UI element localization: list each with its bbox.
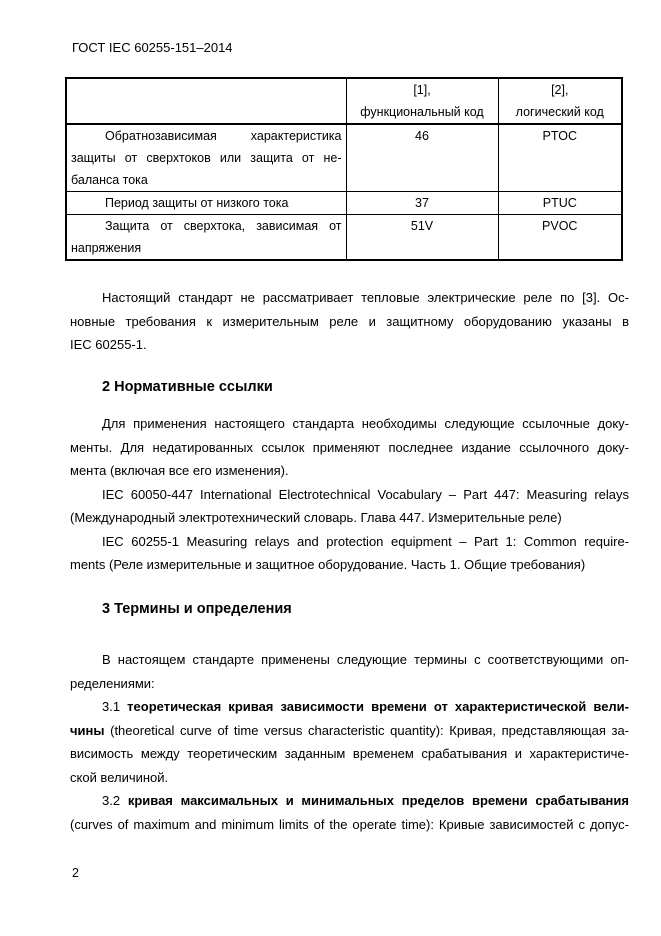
row-name-line: Обратнозависимая характеристика [105, 129, 342, 143]
text-line: новные требования к измерительным реле и защитному оборудованию указаны в [70, 313, 629, 329]
table-row [66, 215, 622, 261]
text-line: Для применения настоящего стандарта необходимы следующие ссылочные доку- [102, 416, 629, 431]
table-row [66, 124, 622, 192]
page-number: 2 [72, 866, 79, 880]
header-cell-functional-code [346, 78, 498, 124]
reference-line: (Международный электротехнический словарь. Глава 447. Измерительные реле) [70, 510, 562, 525]
row-name-line: Период защиты от низкого тока [105, 196, 289, 210]
row-name-cell [66, 192, 346, 215]
text-line: ределениями: [70, 675, 155, 691]
definition-3-2-line: (curves of maximum and minimum limits of the operate time): Кривые зависимостей с допус- [70, 816, 629, 832]
row-functional-code: 46 [346, 124, 498, 192]
header-cell-logical-code [498, 78, 622, 124]
section-2-paragraph [70, 412, 629, 577]
row-functional-code: 37 [346, 192, 498, 215]
table-header-row [66, 78, 622, 124]
definition-3-1-line: ской величиной. [70, 769, 169, 785]
definition-number: 3.1 [102, 699, 128, 714]
row-logical-code: PVOC [498, 215, 622, 261]
row-name-line: напряжения [71, 241, 142, 255]
section-2-title: 2 Нормативные ссылки [102, 379, 273, 395]
definition-3-1-line [70, 695, 629, 719]
definition-term: кривая максимальных и минимальных пределов времени срабатывания [127, 793, 629, 808]
scope-paragraph [70, 286, 629, 357]
definition-3-2-line [70, 789, 629, 813]
text-line: Настоящий стандарт не рассматривает тепловые электрические реле по [3]. Ос- [102, 290, 629, 305]
table-row [66, 192, 622, 215]
row-name-line: баланса тока [71, 173, 148, 187]
definition-text: (theoretical curve of time versus characteristic quantity): Кривая, представляющая за- [104, 722, 629, 738]
definition-3-1-line [70, 719, 629, 743]
text-line: В настоящем стандарте применены следующие термины с соответствующими оп- [102, 652, 629, 667]
header-ref-2: [2], [551, 83, 569, 97]
row-logical-code: PTOC [498, 124, 622, 192]
text-line: мента (включая все его изменения). [70, 463, 289, 478]
definition-number: 3.2 [102, 793, 128, 808]
relay-codes-table [65, 77, 623, 261]
header-ref-1: [1], [413, 83, 431, 97]
document-header: ГОСТ IEC 60255-151–2014 [72, 40, 233, 55]
row-name-cell [66, 124, 346, 192]
row-logical-code: PTUC [498, 192, 622, 215]
row-name-line: Защита от сверхтока, зависимая от [105, 219, 342, 233]
header-cell-name [66, 78, 346, 124]
reference-line: IEC 60050-447 International Electrotechnical Vocabulary – Part 447: Measuring relays [102, 486, 629, 502]
row-name-line: защиты от сверхтоков или защита от не- [71, 151, 342, 165]
row-functional-code: 51V [346, 215, 498, 261]
row-name-cell [66, 215, 346, 261]
section-3-paragraph [70, 648, 629, 836]
section-3-title: 3 Термины и определения [102, 601, 292, 617]
definition-term: теоретическая кривая зависимости времени от характеристической вели- [127, 699, 630, 714]
header-logical-code-label: логический код [515, 105, 604, 119]
text-line: менты. Для недатированных ссылок применяют последнее издание ссылочного доку- [70, 439, 629, 455]
reference-line: IEC 60255-1 Measuring relays and protection equipment – Part 1: Common require- [102, 533, 629, 549]
definition-3-1-line: висимость между теоретическим заданным временем срабатывания и характеристиче- [70, 746, 629, 761]
header-functional-code-label: функциональный код [360, 105, 484, 119]
definition-term: чины [70, 722, 105, 738]
reference-line: ments (Реле измерительные и защитное оборудование. Часть 1. Общие требования) [70, 557, 586, 572]
text-line: IEC 60255-1. [70, 337, 147, 352]
